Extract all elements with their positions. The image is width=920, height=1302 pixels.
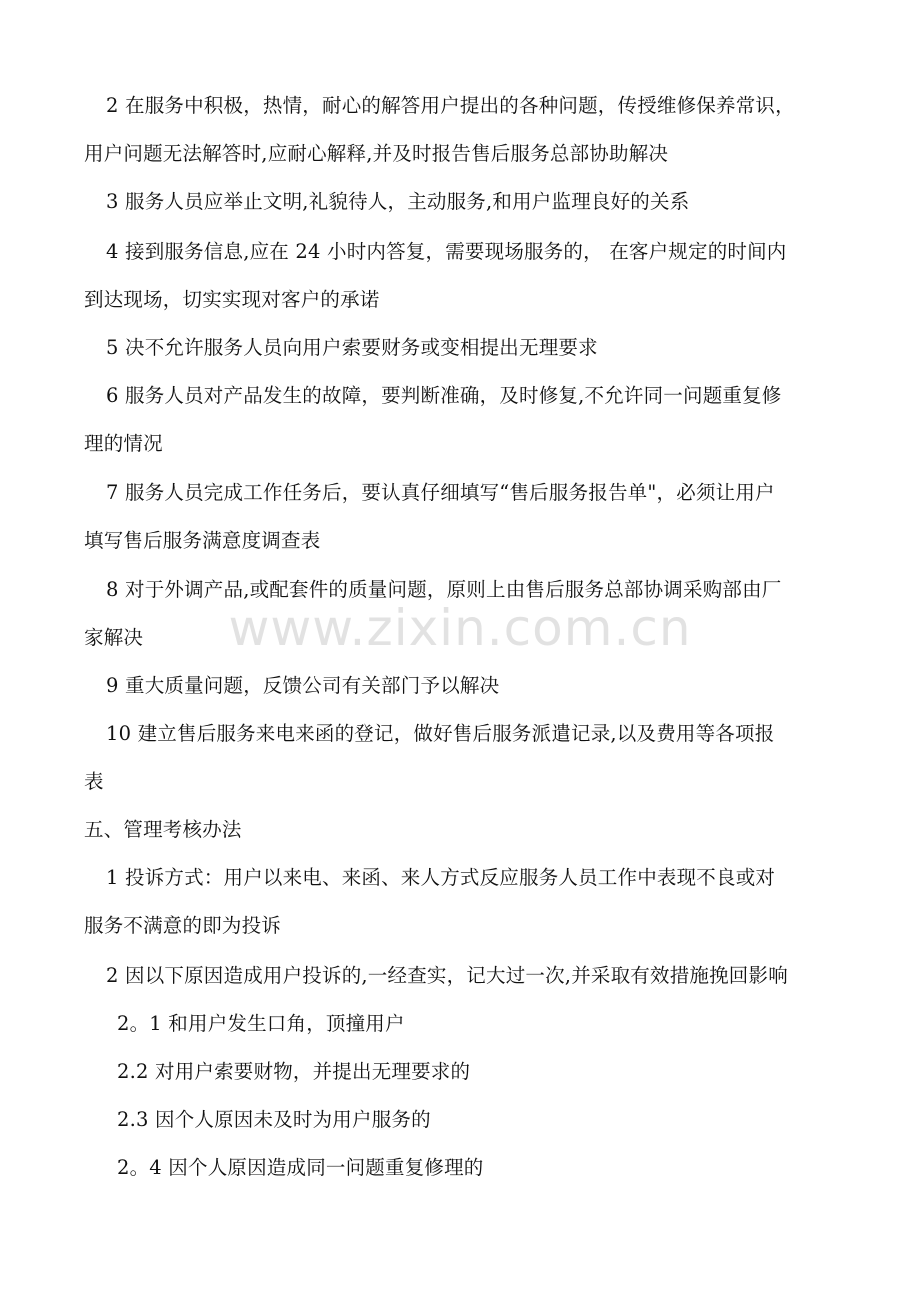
paragraph-4-line-2: 到达现场，切实实现对客户的承诺 [84, 288, 380, 311]
complaint-2: 2 因以下原因造成用户投诉的,一经查实，记大过一次,并采取有效措施挽回影响 [106, 964, 788, 987]
section-heading: 五、管理考核办法 [84, 818, 242, 841]
watermark: www.zixin.com.cn [228, 599, 692, 657]
paragraph-7-line-1: 7 服务人员完成工作任务后，要认真仔细填写“售后服务报告单"，必须让用户 [106, 481, 775, 504]
paragraph-8-line-2: 家解决 [84, 626, 144, 649]
paragraph-10-line-1: 10 建立售后服务来电来函的登记，做好售后服务派遣记录,以及费用等各项报 [106, 722, 775, 745]
paragraph-7-line-2: 填写售后服务满意度调查表 [84, 529, 321, 552]
paragraph-2-line-1: 2 在服务中积极，热情，耐心的解答用户提出的各种问题，传授维修保养常识， [106, 94, 795, 117]
sub-item-2-3: 2.3 因个人原因未及时为用户服务的 [117, 1108, 431, 1131]
paragraph-9: 9 重大质量问题，反馈公司有关部门予以解决 [106, 674, 500, 697]
paragraph-5: 5 决不允许服务人员向用户索要财务或变相提出无理要求 [106, 336, 598, 359]
paragraph-8-line-1: 8 对于外调产品,或配套件的质量问题，原则上由售后服务总部协调采购部由厂 [106, 578, 782, 601]
sub-item-2-1: 2。1 和用户发生口角，顶撞用户 [117, 1012, 405, 1035]
sub-item-2-4: 2。4 因个人原因造成同一问题重复修理的 [117, 1156, 484, 1179]
paragraph-2-line-2: 用户问题无法解答时,应耐心解释,并及时报告售后服务总部协助解决 [84, 142, 669, 165]
sub-item-2-2: 2.2 对用户索要财物，并提出无理要求的 [117, 1060, 471, 1083]
paragraph-3: 3 服务人员应举止文明,礼貌待人，主动服务,和用户监理良好的关系 [106, 190, 690, 213]
paragraph-6-line-1: 6 服务人员对产品发生的故障，要判断准确，及时修复,不允许同一问题重复修 [106, 384, 782, 407]
paragraph-10-line-2: 表 [84, 770, 104, 793]
paragraph-6-line-2: 理的情况 [84, 432, 163, 455]
complaint-1-line-2: 服务不满意的即为投诉 [84, 914, 282, 937]
complaint-1-line-1: 1 投诉方式：用户以来电、来函、来人方式反应服务人员工作中表现不良或对 [106, 866, 776, 889]
paragraph-4-line-1: 4 接到服务信息,应在 24 小时内答复，需要现场服务的， 在客户规定的时间内 [106, 240, 787, 263]
